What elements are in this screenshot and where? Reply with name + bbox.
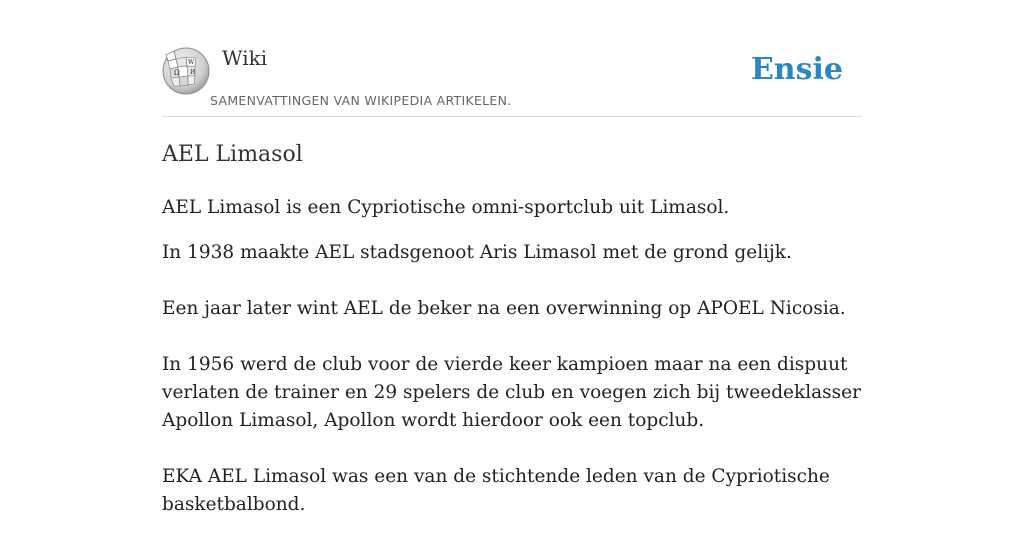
article-title: AEL Limasol bbox=[162, 142, 303, 167]
article-paragraph: In 1956 werd de club voor de vierde keer kampioen maar na een dispuut verlaten de trainer en 29 spelers de club en voegen zich bij tweedeklasser Apollon Limasol, Apollon wordt hierdoor ook een topclub. bbox=[162, 354, 861, 431]
article-paragraph: EKA AEL Limasol was een van de stichtende leden van de Cypriotische basketbalbond. bbox=[162, 466, 830, 515]
svg-text:И: И bbox=[190, 69, 196, 76]
wikipedia-globe-icon[interactable] bbox=[162, 47, 210, 95]
page bbox=[162, 0, 862, 515]
article-paragraph: In 1938 maakte AEL stadsgenoot Aris Limasol met de grond gelijk. bbox=[162, 242, 792, 263]
article-paragraph: Een jaar later wint AEL de beker na een overwinning op APOEL Nicosia. bbox=[162, 298, 846, 319]
article-lead: AEL Limasol is een Cypriotische omni-sportclub uit Limasol. bbox=[162, 197, 730, 218]
site-name-link[interactable]: Wiki bbox=[222, 46, 268, 70]
svg-text:Ω: Ω bbox=[174, 69, 180, 77]
svg-text:W: W bbox=[188, 59, 195, 66]
article-body bbox=[162, 239, 862, 547]
site-header bbox=[162, 0, 862, 117]
brand-logo-link[interactable]: Ensie bbox=[750, 52, 843, 87]
site-tagline: SAMENVATTINGEN VAN WIKIPEDIA ARTIKELEN. bbox=[210, 93, 512, 108]
